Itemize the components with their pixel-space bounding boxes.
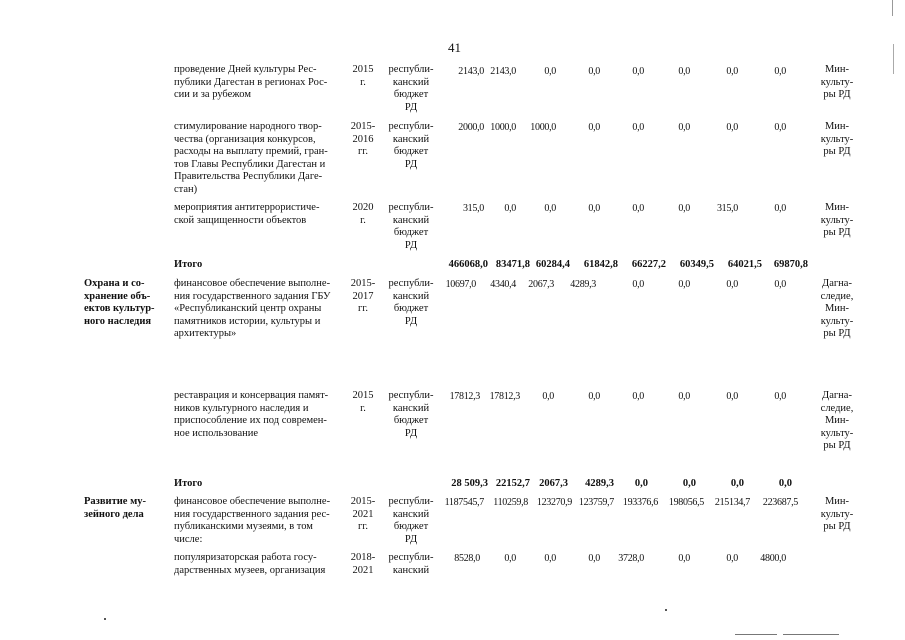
value-2016: 60284,4 xyxy=(535,259,570,270)
value-2015: 110259,8 xyxy=(493,497,528,508)
value-2018: 0,0 xyxy=(632,122,644,133)
row-source: республи- канский бюджет РД xyxy=(388,390,434,439)
value-2019: 0,0 xyxy=(678,391,690,402)
row-description: финансовое обеспечение выполне- ния государственного задания рес- публиканскими музеями, в том числе: xyxy=(174,496,331,545)
row-years: 2015- 2017 гг. xyxy=(350,278,376,315)
value-total: 2143,0 xyxy=(458,66,484,77)
value-2021: 0,0 xyxy=(774,203,786,214)
value-2017: 0,0 xyxy=(588,203,600,214)
row-years: 2020 г. xyxy=(352,202,374,226)
value-2017: 4289,3 xyxy=(570,279,596,290)
value-2020: 0,0 xyxy=(726,279,738,290)
value-2017: 61842,8 xyxy=(583,259,618,270)
row-responsible: Мин- культу- ры РД xyxy=(820,121,854,158)
value-total: 2000,0 xyxy=(458,122,484,133)
value-2021: 223687,5 xyxy=(762,497,798,508)
value-2019: 0,0 xyxy=(678,66,690,77)
value-2021: 0,0 xyxy=(774,279,786,290)
value-2015: 83471,8 xyxy=(495,259,530,270)
row-description: популяризаторская работа госу- дарственных музеев, организация xyxy=(174,552,326,576)
scan-artifact xyxy=(893,44,894,74)
row-description: мероприятия антитеррористиче- ской защищенности объектов xyxy=(174,202,320,226)
value-2020: 0,0 xyxy=(730,478,744,489)
value-2015: 2143,0 xyxy=(490,66,516,77)
section-title: Развитие му- зейного дела xyxy=(84,496,146,520)
page-number: 41 xyxy=(448,40,461,55)
value-total: 17812,3 xyxy=(449,391,480,402)
value-2016: 0,0 xyxy=(544,553,556,564)
value-2017: 123759,7 xyxy=(578,497,614,508)
value-2018: 0,0 xyxy=(632,391,644,402)
scan-artifact xyxy=(104,618,106,620)
total-label: Итого xyxy=(174,259,203,270)
value-2018: 0,0 xyxy=(632,279,644,290)
row-description: проведение Дней культуры Рес- публики Дагестан в регионах Рос- сии и за рубежом xyxy=(174,64,328,101)
scan-artifact xyxy=(892,0,893,16)
value-2016: 0,0 xyxy=(544,203,556,214)
section-title: Охрана и со- хранение объ- ектов культур- ного наследия xyxy=(84,278,155,327)
value-2015: 0,0 xyxy=(504,553,516,564)
row-years: 2015 г. xyxy=(352,390,374,414)
row-years: 2015 г. xyxy=(352,64,374,88)
value-2015: 0,0 xyxy=(504,203,516,214)
value-2020: 315,0 xyxy=(716,203,738,214)
value-total: 1187545,7 xyxy=(444,497,484,508)
value-2019: 0,0 xyxy=(678,279,690,290)
value-2021: 4800,0 xyxy=(760,553,786,564)
value-2020: 64021,5 xyxy=(727,259,762,270)
value-2017: 0,0 xyxy=(588,122,600,133)
value-2021: 0,0 xyxy=(778,478,792,489)
value-total: 10697,0 xyxy=(445,279,476,290)
value-2020: 0,0 xyxy=(726,66,738,77)
row-years: 2015- 2016 гг. xyxy=(350,121,376,158)
row-responsible: Дагна- следие, Мин- культу- ры РД xyxy=(820,278,854,340)
value-2016: 2067,3 xyxy=(539,478,568,489)
value-2018: 0,0 xyxy=(634,478,648,489)
scan-artifact xyxy=(735,634,777,635)
row-responsible: Мин- культу- ры РД xyxy=(820,202,854,239)
value-2018: 66227,2 xyxy=(631,259,666,270)
row-years: 2015- 2021 гг. xyxy=(350,496,376,533)
value-2019: 0,0 xyxy=(678,553,690,564)
row-description: реставрация и консервация памят- ников культурного наследия и приспособление их под современ- ное использование xyxy=(174,390,329,439)
value-2019: 0,0 xyxy=(678,203,690,214)
value-2018: 0,0 xyxy=(632,203,644,214)
value-2017: 0,0 xyxy=(588,553,600,564)
value-2021: 69870,8 xyxy=(773,259,808,270)
value-2018: 0,0 xyxy=(632,66,644,77)
value-2021: 0,0 xyxy=(774,66,786,77)
value-2019: 0,0 xyxy=(682,478,696,489)
value-2017: 0,0 xyxy=(588,66,600,77)
value-2015: 17812,3 xyxy=(489,391,520,402)
row-responsible: Мин- культу- ры РД xyxy=(820,64,854,101)
value-2020: 0,0 xyxy=(726,391,738,402)
row-source: республи- канский бюджет РД xyxy=(388,278,434,327)
value-2015: 4340,4 xyxy=(490,279,516,290)
value-2020: 0,0 xyxy=(726,122,738,133)
row-responsible: Мин- культу- ры РД xyxy=(820,496,854,533)
row-source: республи- канский бюджет РД xyxy=(388,202,434,251)
value-2019: 198056,5 xyxy=(668,497,704,508)
row-source: республи- канский бюджет РД xyxy=(388,121,434,170)
value-2021: 0,0 xyxy=(774,122,786,133)
value-2016: 0,0 xyxy=(542,391,554,402)
scan-artifact xyxy=(665,609,667,611)
value-total: 8528,0 xyxy=(454,553,480,564)
value-total: 28 509,3 xyxy=(451,478,488,489)
value-2021: 0,0 xyxy=(774,391,786,402)
value-2019: 60349,5 xyxy=(679,259,714,270)
total-label: Итого xyxy=(174,478,203,489)
value-2016: 1000,0 xyxy=(530,122,556,133)
value-2020: 0,0 xyxy=(726,553,738,564)
value-2019: 0,0 xyxy=(678,122,690,133)
row-responsible: Дагна- следие, Мин- культу- ры РД xyxy=(820,390,854,452)
value-total: 315,0 xyxy=(462,203,484,214)
row-description: стимулирование народного твор- чества (организация конкурсов, расходы на выплату премий, гран- тов Главы Республики Дагестан и Правительства Республики Даге- стан) xyxy=(174,121,328,195)
value-2020: 215134,7 xyxy=(714,497,750,508)
value-2017: 4289,3 xyxy=(585,478,614,489)
value-2018: 193376,6 xyxy=(622,497,658,508)
value-2016: 2067,3 xyxy=(528,279,554,290)
row-source: республи- канский xyxy=(388,552,434,576)
value-2018: 3728,0 xyxy=(618,553,644,564)
value-2015: 22152,7 xyxy=(495,478,530,489)
value-2016: 0,0 xyxy=(544,66,556,77)
row-description: финансовое обеспечение выполне- ния государственного задания ГБУ «Республиканский центр охраны памятников истории, культуры и архитектуры» xyxy=(174,278,331,340)
row-years: 2018- 2021 xyxy=(350,552,376,576)
value-2017: 0,0 xyxy=(588,391,600,402)
row-source: республи- канский бюджет РД xyxy=(388,64,434,113)
row-source: республи- канский бюджет РД xyxy=(388,496,434,545)
value-2015: 1000,0 xyxy=(490,122,516,133)
value-total: 466068,0 xyxy=(448,259,488,270)
value-2016: 123270,9 xyxy=(536,497,572,508)
scan-artifact xyxy=(783,634,839,635)
